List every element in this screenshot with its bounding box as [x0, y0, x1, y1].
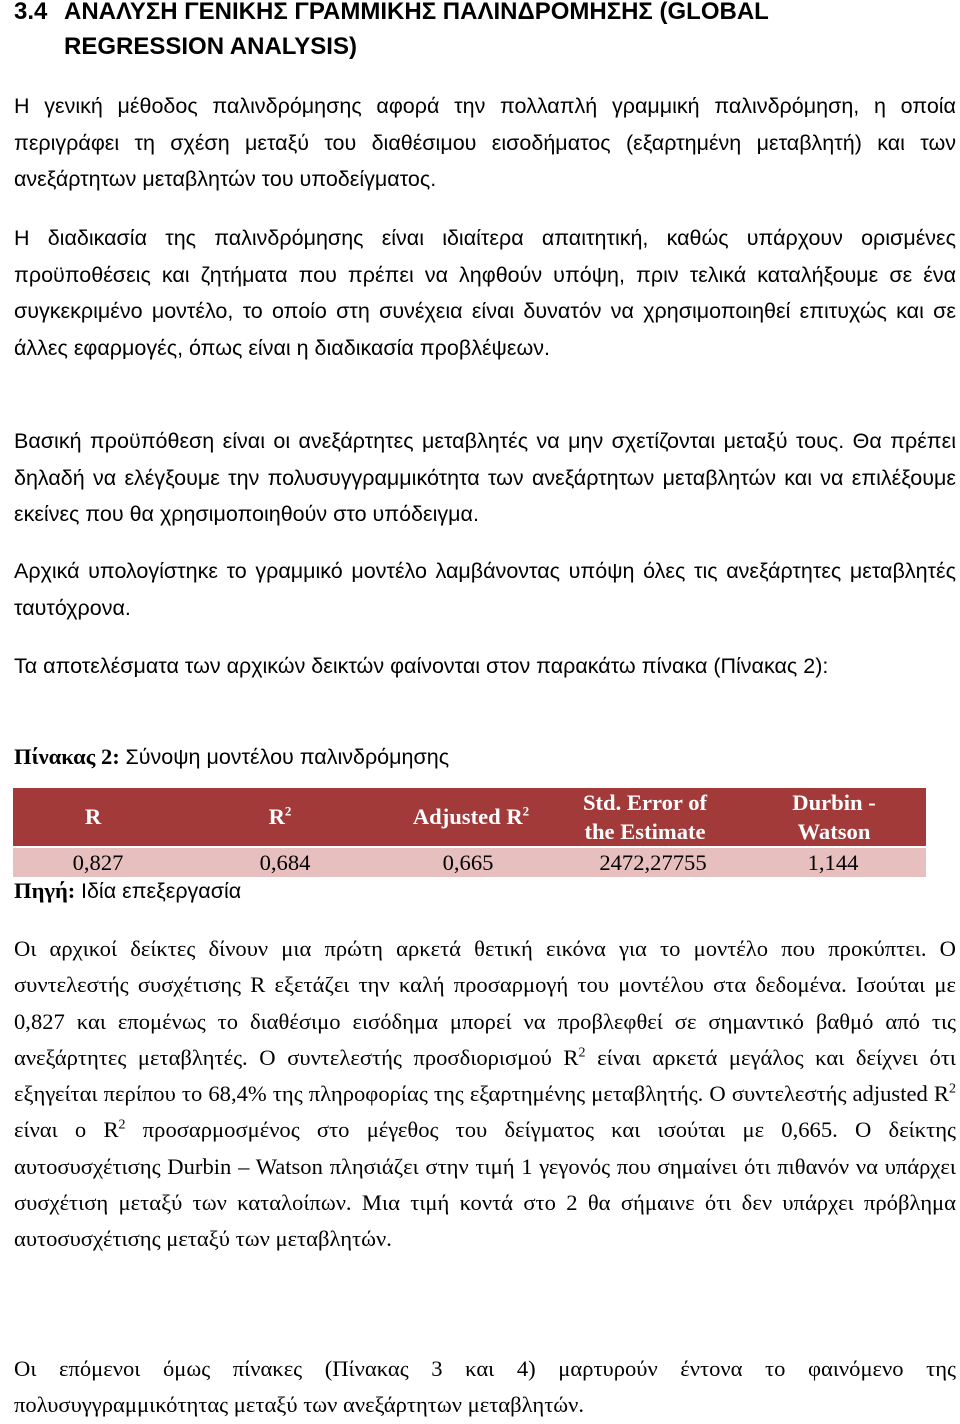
paragraph-interpretation: Οι αρχικοί δείκτες δίνουν μια πρώτη αρκετά θετική εικόνα για το μοντέλο που προκύπτει. Ο συντελεστής συσχέτισης R εξετάζει την καλή προσαρμογή του μοντέλου στα δεδομένα. Ισούται με 0,827 και επομένως το διαθέσιμο εισόδημα μπορεί να προβλεφθεί σε σημαντικό βαθμό από τις ανεξάρτητες μεταβλητές. Ο συντελεστής προσδιορισμού $R^2$ είναι αρκετά μεγάλος και δείχνει ότι εξηγείται περίπου το 68,4% της πληροφορίας της εξαρτημένης μεταβλητής. Ο συντελεστής adjusted $R^2$ είναι ο $R^2$ προσαρμοσμένος στο μέγεθος του δείγματος και ισούται με 0,665. Ο δείκτης αυτοσυσχέτισης Durbin – Watson πλησιάζει στην τιμή 1 γεγονός που σημαίνει ότι πιθανόν να υπάρχει συσχέτιση μεταξύ των καταλοίπων. Μια τιμή κοντά στο 2 θα σήμαινε ότι δεν υπάρχει πρόβλημα αυτοσυσχέτισης μεταξύ των μεταβλητών.: [14, 936, 956, 1252]
cell-r-squared-value: 0,684: [259, 850, 311, 875]
header-r-squared: $R^2$: [268, 803, 292, 829]
section-number: 3.4: [14, 0, 48, 25]
header-std-error: Std. Error of the Estimate: [582, 790, 708, 844]
table-source-text: Ιδία επεξεργασία: [80, 879, 242, 903]
table-caption-label: Πίνακας 2:: [14, 744, 120, 769]
section-title-line1: ΑΝΑΛΥΣΗ ΓΕΝΙΚΗΣ ΓΡΑΜΜΙΚΗΣ ΠΑΛΙΝΔΡΟΜΗΣΗΣ (GLOBAL: [64, 0, 769, 25]
table-caption: [14, 741, 449, 773]
header-r: R: [84, 804, 102, 829]
section-title-line2: REGRESSION ANALYSIS): [64, 33, 357, 60]
section-heading: [14, 0, 954, 64]
cell-r-value: 0,827: [72, 850, 124, 875]
paragraph-initial-model: Αρχικά υπολογίστηκε το γραμμικό μοντέλο λαμβάνοντας υπόψη όλες τις ανεξάρτητες μεταβλητές ταυτόχρονα.: [14, 559, 956, 620]
paragraph-procedure: Η διαδικασία της παλινδρόμησης είναι ιδιαίτερα απαιτητική, καθώς υπάρχουν ορισμένες προϋποθέσεις και ζητήματα που πρέπει να ληφθούν υπόψη, πριν τελικά καταλήξουμε σε ένα συγκεκριμένο μοντέλο, το οποίο στη συνέχεια είναι δυνατόν να χρησιμοποιηθεί επιτυχώς και σε άλλες εφαρμογές, όπως είναι η διαδικασία προβλέψεων.: [14, 226, 956, 360]
model-summary-table: [13, 788, 926, 877]
table-header-row: [13, 788, 926, 846]
table-row: [13, 846, 926, 877]
paragraph-intro: Η γενική μέθοδος παλινδρόμησης αφορά την πολλαπλή γραμμική παλινδρόμηση, η οποία περιγράφει τη σχέση μεταξύ του διαθέσιμου εισοδήματος (εξαρτημένη μεταβλητή) και των ανεξάρτητων μεταβλητών του υποδείγματος.: [14, 94, 956, 191]
cell-adjusted-r-squared-value: 0,665: [442, 850, 494, 875]
cell-durbin-watson-value: 1,144: [807, 850, 859, 875]
header-adjusted-r-squared: Adjusted $R^2$: [412, 803, 530, 829]
paragraph-results-intro: Τα αποτελέσματα των αρχικών δεικτών φαίνονται στον παρακάτω πίνακα (Πίνακας 2):: [14, 654, 829, 678]
paragraph-assumption: Βασική προϋπόθεση είναι οι ανεξάρτητες μεταβλητές να μην σχετίζονται μεταξύ τους. Θα πρέπει δηλαδή να ελέγξουμε την πολυσυγγραμμικότητα των ανεξάρτητων μεταβλητών και να επιλέξουμε εκείνες που θα χρησιμοποιηθούν στο υπόδειγμα.: [14, 429, 956, 526]
cell-std-error-value: 2472,27755: [599, 850, 707, 875]
table-caption-text: Σύνοψη μοντέλου παλινδρόμησης: [125, 745, 450, 769]
table-source: [14, 875, 241, 907]
paragraph-conclusion: Οι επόμενοι όμως πίνακες (Πίνακας 3 και 4) μαρτυρούν έντονα το φαινόμενο της πολυσυγγραμμικότητας μεταξύ των ανεξάρτητων μεταβλητών.: [14, 1356, 956, 1418]
table-source-label: Πηγή:: [14, 878, 76, 903]
header-durbin-watson: Durbin - Watson: [792, 790, 876, 844]
